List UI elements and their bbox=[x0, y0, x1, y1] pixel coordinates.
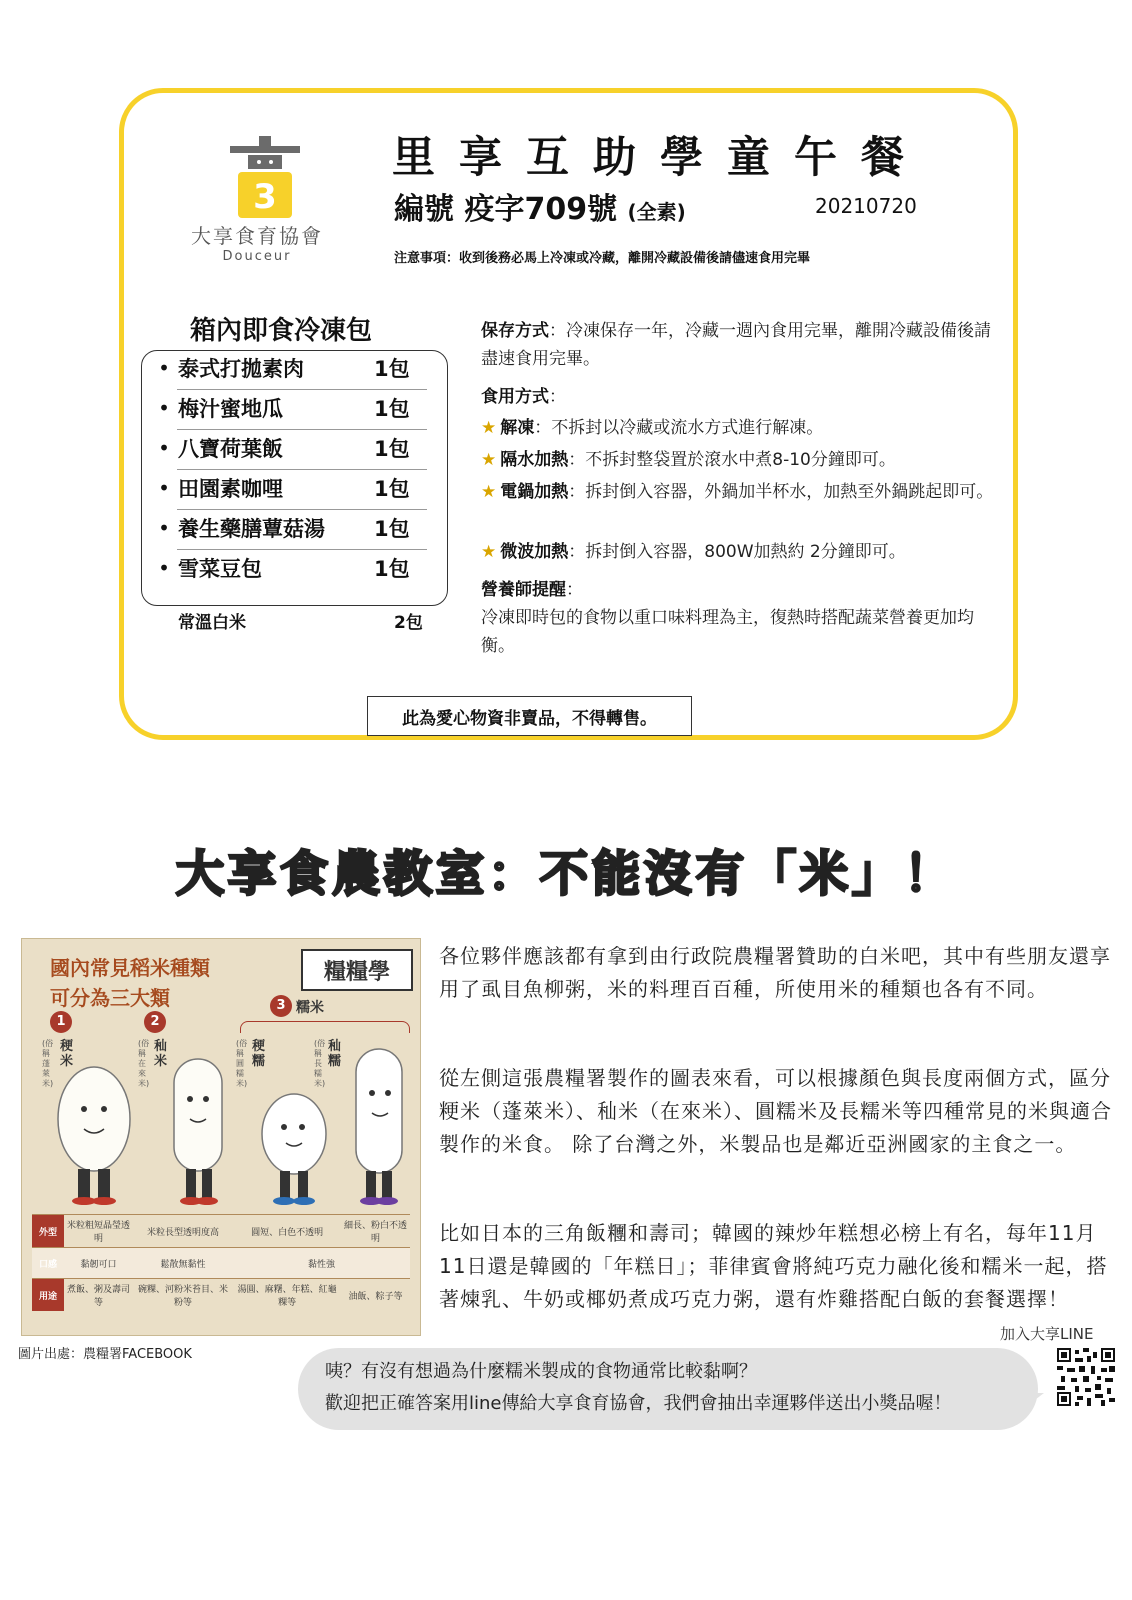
rice-name: 常溫白米 bbox=[178, 613, 246, 633]
table-cell: 鬆散無黏性 bbox=[133, 1248, 233, 1279]
step-text: ：拆封倒入容器，800W加熱約 2分鐘即可。 bbox=[568, 542, 906, 562]
row-label: 外型 bbox=[32, 1215, 64, 1248]
infographic-heading-2: 可分為三大類 bbox=[50, 986, 170, 1010]
usage-heading bbox=[481, 383, 1001, 411]
table-cell: 米粒粗短晶瑩透明 bbox=[64, 1215, 133, 1248]
table-cell: 煮飯、粥及壽司等 bbox=[64, 1279, 133, 1312]
storage-info bbox=[481, 317, 1001, 373]
list-item bbox=[150, 429, 434, 467]
table-cell: 黏性強 bbox=[233, 1248, 410, 1279]
code-note: (全素) bbox=[627, 200, 686, 224]
table-cell: 碗粿、河粉米苔目、米粉等 bbox=[133, 1279, 233, 1312]
dietitian-heading bbox=[481, 576, 1001, 604]
table-cell: 圓短、白色不透明 bbox=[233, 1215, 341, 1248]
table-row bbox=[32, 1215, 410, 1248]
notice: 注意事項：收到後務必馬上冷凍或冷藏，離開冷藏設備後請儘速食用完畢 bbox=[394, 251, 811, 266]
paragraph: 從左側這張農糧署製作的圖表來看，可以根據顏色與長度兩個方式，區分粳米（蓬萊米）、秈米（在來米）、圓糯米及長糯米等四種常見的米與適合製作的米食。 除了台灣之外，米製品也是鄰近亞洲國家的主食之一。 bbox=[439, 1066, 1112, 1156]
kind-number: 2 bbox=[144, 1011, 166, 1033]
usage-step bbox=[481, 414, 1001, 442]
sub-kind-name: 稉糯 bbox=[252, 1039, 266, 1069]
storage-text: ：冷凍保存一年，冷藏一週內食用完畢，離開冷藏設備後請盡速食用完畢。 bbox=[481, 321, 991, 369]
table-row bbox=[32, 1248, 410, 1279]
item-qty: 1包 bbox=[374, 477, 410, 501]
table-cell: 米粒長型透明度高 bbox=[133, 1215, 233, 1248]
bubble-text bbox=[325, 1356, 951, 1420]
sub-kind-note: (俗稱圓糯米) bbox=[236, 1039, 248, 1088]
star-icon: ★ bbox=[481, 482, 497, 502]
item-qty: 1包 bbox=[374, 437, 410, 461]
logo-name: 大享食育協會 bbox=[191, 224, 323, 248]
card-title: 里享互助學童午餐 bbox=[392, 133, 928, 183]
item-name: 田園素咖哩 bbox=[178, 477, 283, 501]
rice-grain-icon bbox=[174, 1059, 222, 1205]
row-label: 口感 bbox=[32, 1248, 64, 1279]
star-icon: ★ bbox=[481, 450, 497, 470]
dietitian-text: 冷凍即時包的食物以重口味料理為主，復熱時搭配蔬菜營養更加均衡。 bbox=[481, 608, 974, 656]
bullet-icon: • bbox=[158, 356, 170, 380]
quiz-invite: 歡迎把正確答案用line傳給大享食育協會，我們會抽出幸運夥伴送出小獎品喔！ bbox=[325, 1393, 952, 1414]
code-number bbox=[394, 184, 686, 228]
step-label: 電鍋加熱 bbox=[500, 482, 569, 502]
table-cell: 油飯、粽子等 bbox=[341, 1279, 410, 1312]
rice-characters-illustration bbox=[22, 1029, 422, 1209]
list-item bbox=[150, 349, 434, 387]
usage-step bbox=[481, 538, 1001, 566]
item-name: 八寶荷葉飯 bbox=[178, 437, 283, 461]
list-item bbox=[150, 389, 434, 427]
step-text: ：不拆封以冷藏或流水方式進行解凍。 bbox=[534, 418, 824, 438]
line-qr-code-icon[interactable] bbox=[1057, 1348, 1115, 1406]
bullet-icon: • bbox=[158, 476, 170, 500]
item-name: 雪菜豆包 bbox=[178, 557, 262, 581]
kind-note: (俗稱在來米) bbox=[138, 1039, 150, 1088]
step-label: 隔水加熱 bbox=[500, 450, 569, 470]
step-text: ：拆封倒入容器，外鍋加半杯水，加熱至外鍋跳起即可。 bbox=[568, 482, 994, 502]
item-qty: 1包 bbox=[374, 517, 410, 541]
infographic-tag: 糧糧學 bbox=[301, 949, 413, 991]
speech-bubble-tail bbox=[1010, 1393, 1044, 1419]
list-item bbox=[150, 549, 434, 587]
item-qty: 1包 bbox=[374, 357, 410, 381]
rice-grain-icon bbox=[262, 1094, 326, 1205]
section-title: 大享食農教室：不能沒有「米」！ bbox=[175, 846, 956, 902]
list-item bbox=[150, 469, 434, 507]
pack-title: 箱內即食冷凍包 bbox=[190, 316, 373, 346]
item-qty: 1包 bbox=[374, 397, 410, 421]
rice-comparison-table bbox=[32, 1214, 410, 1311]
kind-name: 糯米 bbox=[296, 1000, 324, 1016]
table-cell: 黏韌可口 bbox=[64, 1248, 133, 1279]
image-source: 圖片出處：農糧署FACEBOOK bbox=[18, 1347, 192, 1362]
paragraph: 各位夥伴應該都有拿到由行政院農糧署贊助的白米吧，其中有些朋友還享用了虱目魚柳粥，米的料理百百種，所使用米的種類也各有不同。 bbox=[439, 944, 1111, 1001]
kind-note: (俗稱蓬萊米) bbox=[42, 1039, 54, 1088]
table-row bbox=[32, 1279, 410, 1312]
table-cell: 湯圓、麻糬、年糕、紅龜粿等 bbox=[233, 1279, 341, 1312]
row-label: 用途 bbox=[32, 1279, 64, 1312]
usage-step bbox=[481, 446, 1001, 474]
usage-step bbox=[481, 478, 1003, 506]
item-name: 養生藥膳蕈菇湯 bbox=[178, 517, 325, 541]
step-label: 微波加熱 bbox=[500, 542, 569, 562]
line-join-label: 加入大享LINE bbox=[1000, 1325, 1094, 1343]
dietitian-colon: ： bbox=[566, 580, 583, 600]
logo-sub: Douceur bbox=[222, 249, 292, 264]
sub-kind-name: 秈糯 bbox=[328, 1039, 342, 1069]
dietitian-label: 營養師提醒 bbox=[481, 580, 566, 600]
bullet-icon: • bbox=[158, 436, 170, 460]
item-qty: 1包 bbox=[374, 557, 410, 581]
kind-number: 1 bbox=[50, 1011, 72, 1033]
item-name: 泰式打拋素肉 bbox=[178, 357, 304, 381]
usage-colon: ： bbox=[549, 387, 566, 407]
table-cell: 細長、粉白不透明 bbox=[341, 1215, 410, 1248]
storage-label: 保存方式 bbox=[481, 321, 549, 341]
rice-grain-icon bbox=[58, 1067, 130, 1205]
issue-date: 20210720 bbox=[815, 194, 917, 218]
paragraph: 比如日本的三角飯糰和壽司；韓國的辣炒年糕想必榜上有名，每年11月11日還是韓國的「年糕日」；菲律賓會將純巧克力融化後和糯米一起，搭著煉乳、牛奶或椰奶煮成巧克力粥，還有炸雞搭配白飯的套餐選擇！ bbox=[439, 1221, 1108, 1311]
usage-label: 食用方式 bbox=[481, 387, 549, 407]
bullet-icon: • bbox=[158, 396, 170, 420]
rice-grain-icon bbox=[356, 1049, 402, 1205]
bullet-icon: • bbox=[158, 516, 170, 540]
rice-qty: 2包 bbox=[394, 613, 423, 633]
rice-infographic bbox=[21, 938, 421, 1336]
kind-name: 稉米 bbox=[60, 1039, 74, 1069]
step-label: 解凍 bbox=[500, 418, 535, 438]
star-icon: ★ bbox=[481, 542, 497, 562]
infographic-heading bbox=[50, 953, 210, 1013]
item-name: 梅汁蜜地瓜 bbox=[178, 397, 283, 421]
sub-kind-note: (俗稱長糯米) bbox=[314, 1039, 326, 1088]
code-text: 編號 疫字709號 bbox=[394, 192, 618, 227]
star-icon: ★ bbox=[481, 418, 497, 438]
step-text: ：不拆封整袋置於滾水中煮8-10分鐘即可。 bbox=[568, 450, 896, 470]
kind-number: 3 bbox=[270, 995, 292, 1017]
logo-mark: 3 bbox=[253, 177, 277, 217]
quiz-question: 咦？有沒有想過為什麼糯米製成的食物通常比較黏啊？ bbox=[325, 1361, 757, 1382]
not-for-sale-stamp: 此為愛心物資非賣品，不得轉售。 bbox=[367, 696, 692, 736]
bullet-icon: • bbox=[158, 556, 170, 580]
list-item bbox=[150, 509, 434, 547]
kind-name: 秈米 bbox=[154, 1039, 168, 1069]
infographic-heading-1: 國內常見稻米種類 bbox=[50, 956, 210, 980]
